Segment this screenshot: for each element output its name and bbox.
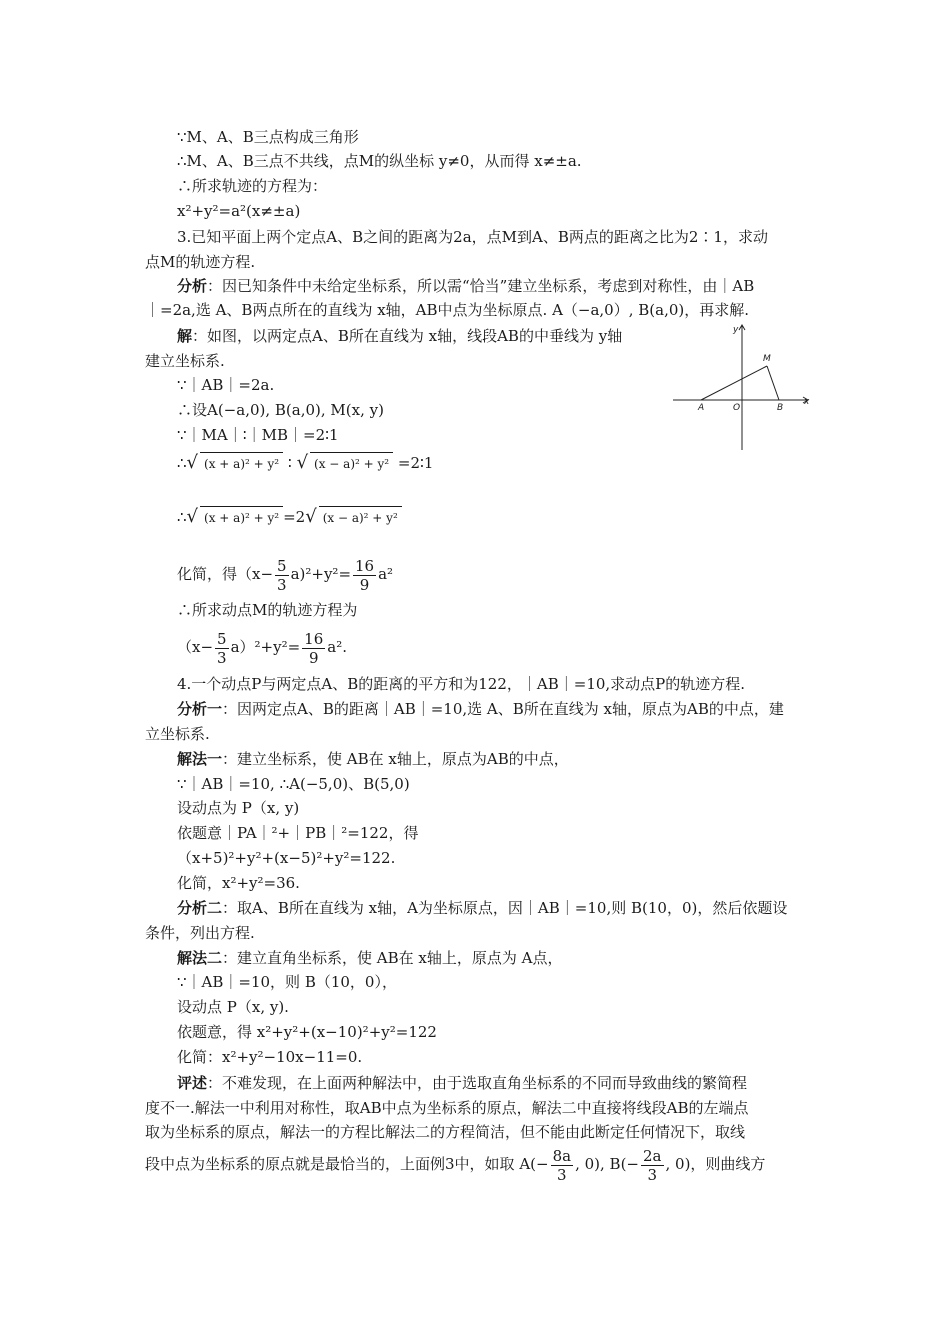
solution-two-label: 解法二 [177, 949, 223, 967]
comment-line [177, 1072, 747, 1094]
text-line: ∵｜AB｜=10, ∴A(−5,0)、B(5,0) [177, 775, 410, 793]
ratio-symbol: ∶ [287, 454, 292, 472]
fraction [551, 1147, 574, 1184]
radicand: (x − a)² + y² [319, 506, 402, 529]
text-line: 取为坐标系的原点，解法一的方程比解法二的方程简洁，但不能由此断定任何情况下，取线 [145, 1123, 746, 1141]
eq-text: a² [378, 565, 394, 583]
text-line: 点M的轨迹方程. [145, 253, 256, 271]
trajectory-equation [177, 628, 347, 667]
point-a-label: A [698, 403, 705, 413]
segment-am [701, 366, 767, 400]
problem-4: 4.一个动点P与两定点A、B的距离的平方和为122，｜AB｜=10,求动点P的轨迹方程. [177, 675, 746, 693]
analysis-text: ：取A、B所在直线为 x轴，A为坐标原点，因｜AB｜=10,则 B(10，0)，然后依题设 [222, 899, 788, 917]
x-axis-label: x [804, 397, 810, 407]
text-line: 立坐标系. [145, 725, 210, 743]
equals-two: =2 [283, 508, 306, 526]
solution-line [177, 325, 622, 347]
numerator: 16 [304, 629, 324, 648]
formula-line: x²+y²=a²(x≠±a) [177, 202, 301, 220]
ratio-value: =2∶1 [397, 454, 434, 472]
eq-text: 化简，得（x− [177, 565, 274, 583]
analysis-line [177, 275, 754, 297]
text: 段中点为坐标系的原点就是最恰当的，上面例3中，如取 A(− [145, 1155, 549, 1173]
denominator: 9 [308, 648, 319, 667]
text-line: ∵｜AB｜=2a. [177, 376, 275, 394]
y-axis-label: y [733, 325, 739, 335]
solution-text: ：建立直角坐标系，使 AB在 x轴上，原点为 A点， [222, 949, 563, 967]
text-line: ∴所求动点M的轨迹方程为 [177, 601, 358, 619]
numerator: 2a [643, 1146, 662, 1165]
problem-3: 3.已知平面上两个定点A、B之间的距离为2a，点M到A、B两点的距离之比为2∶1，求动 [177, 228, 768, 246]
solution-line [177, 748, 569, 770]
fraction [641, 1147, 664, 1184]
formula-line: （x+5)²+y²+(x−5)²+y²=122. [177, 849, 396, 867]
radicand: (x − a)² + y² [310, 452, 393, 475]
analysis-one-label: 分析一 [177, 700, 223, 718]
comment-label: 评述 [177, 1074, 208, 1092]
analysis-line [177, 897, 787, 919]
therefore-symbol: ∴ [177, 508, 187, 526]
therefore-symbol: ∴ [177, 454, 187, 472]
solution-label: 解 [177, 327, 193, 345]
denominator: 3 [217, 648, 227, 667]
denominator: 3 [277, 575, 287, 594]
denominator: 3 [557, 1165, 567, 1184]
segment-mb [767, 366, 779, 400]
formula-line: 依题意，得 x²+y²+(x−10)²+y²=122 [177, 1023, 437, 1041]
denominator: 9 [359, 575, 370, 594]
fraction [353, 557, 376, 594]
sqrt-ratio-line [177, 452, 433, 475]
fraction [215, 630, 229, 667]
text-line: 条件，列出方程. [145, 924, 255, 942]
radical-sign: √ [186, 506, 199, 527]
point-m-label: M [763, 354, 771, 364]
text-line: ∵M、A、B三点构成三角形 [177, 128, 359, 146]
solution-line [177, 947, 562, 969]
text: , 0)，则曲线方 [665, 1155, 766, 1173]
radicand: (x + a)² + y² [200, 452, 283, 475]
eq-text: a）²+y²= [230, 638, 301, 656]
fraction [302, 630, 325, 667]
radicand: (x + a)² + y² [200, 506, 283, 529]
solution-text: ：建立坐标系，使 AB在 x轴上，原点为AB的中点， [222, 750, 569, 768]
eq-text: a². [327, 638, 347, 656]
numerator: 5 [277, 556, 287, 575]
text-line: 设动点 P（x, y). [177, 998, 289, 1016]
eq-text: （x− [177, 638, 214, 656]
denominator: 3 [647, 1165, 658, 1184]
text-line: 度不一.解法一中利用对称性，取AB中点为坐标系的原点，解法二中直接将线段AB的左端点 [145, 1099, 749, 1117]
analysis-text: ：因已知条件中未给定坐标系，所以需“恰当”建立坐标系，考虑到对称性，由｜AB [207, 277, 755, 295]
text-line: ∵｜AB｜=10，则 B（10，0）， [177, 973, 397, 991]
text-line: ∴所求轨迹的方程为： [177, 177, 328, 195]
fraction-text-line [145, 1142, 765, 1186]
coordinate-diagram [665, 318, 845, 458]
radical-sign: √ [305, 506, 317, 527]
solution-one-label: 解法一 [177, 750, 223, 768]
radical-sign: √ [296, 452, 309, 473]
analysis-label: 分析 [177, 277, 208, 295]
point-b-label: B [777, 403, 784, 413]
formula-line: 化简，x²+y²=36. [177, 874, 300, 892]
radical-sign: √ [186, 452, 199, 473]
text-line: 建立坐标系. [145, 352, 225, 370]
analysis-two-label: 分析二 [177, 899, 223, 917]
sqrt-equation-line [177, 506, 402, 529]
text-line: ∴设A(−a,0), B(a,0), M(x, y) [177, 401, 384, 419]
text: , 0), B(− [575, 1155, 639, 1173]
numerator: 5 [217, 629, 227, 648]
origin-label: O [733, 403, 741, 413]
text-line: ｜=2a,选 A、B两点所在的直线为 x轴，AB中点为坐标原点. A（−a,0）, B(a,0)，再求解. [145, 301, 750, 319]
text-line: ∴M、A、B三点不共线，点M的纵坐标 y≠0，从而得 x≠±a. [177, 152, 582, 170]
analysis-line [177, 698, 784, 720]
fraction [275, 557, 289, 594]
text-line: 依题意｜PA｜²+｜PB｜²=122，得 [177, 824, 419, 842]
simplified-equation [177, 555, 393, 594]
text-line: ∵｜MA｜∶｜MB｜=2∶1 [177, 426, 339, 444]
eq-text: a)²+y²= [290, 565, 352, 583]
numerator: 8a [552, 1146, 572, 1165]
solution-text: ：如图，以两定点A、B所在直线为 x轴，线段AB的中垂线为 y轴 [192, 327, 623, 345]
numerator: 16 [355, 556, 375, 575]
analysis-text: ：因两定点A、B的距离｜AB｜=10,选 A、B所在直线为 x轴，原点为AB的中点，建 [222, 700, 784, 718]
comment-text: ：不难发现，在上面两种解法中，由于选取直角坐标系的不同而导致曲线的繁简程 [207, 1074, 748, 1092]
formula-line: 化简：x²+y²−10x−11=0. [177, 1048, 363, 1066]
text-line: 设动点为 P（x, y) [177, 799, 300, 817]
